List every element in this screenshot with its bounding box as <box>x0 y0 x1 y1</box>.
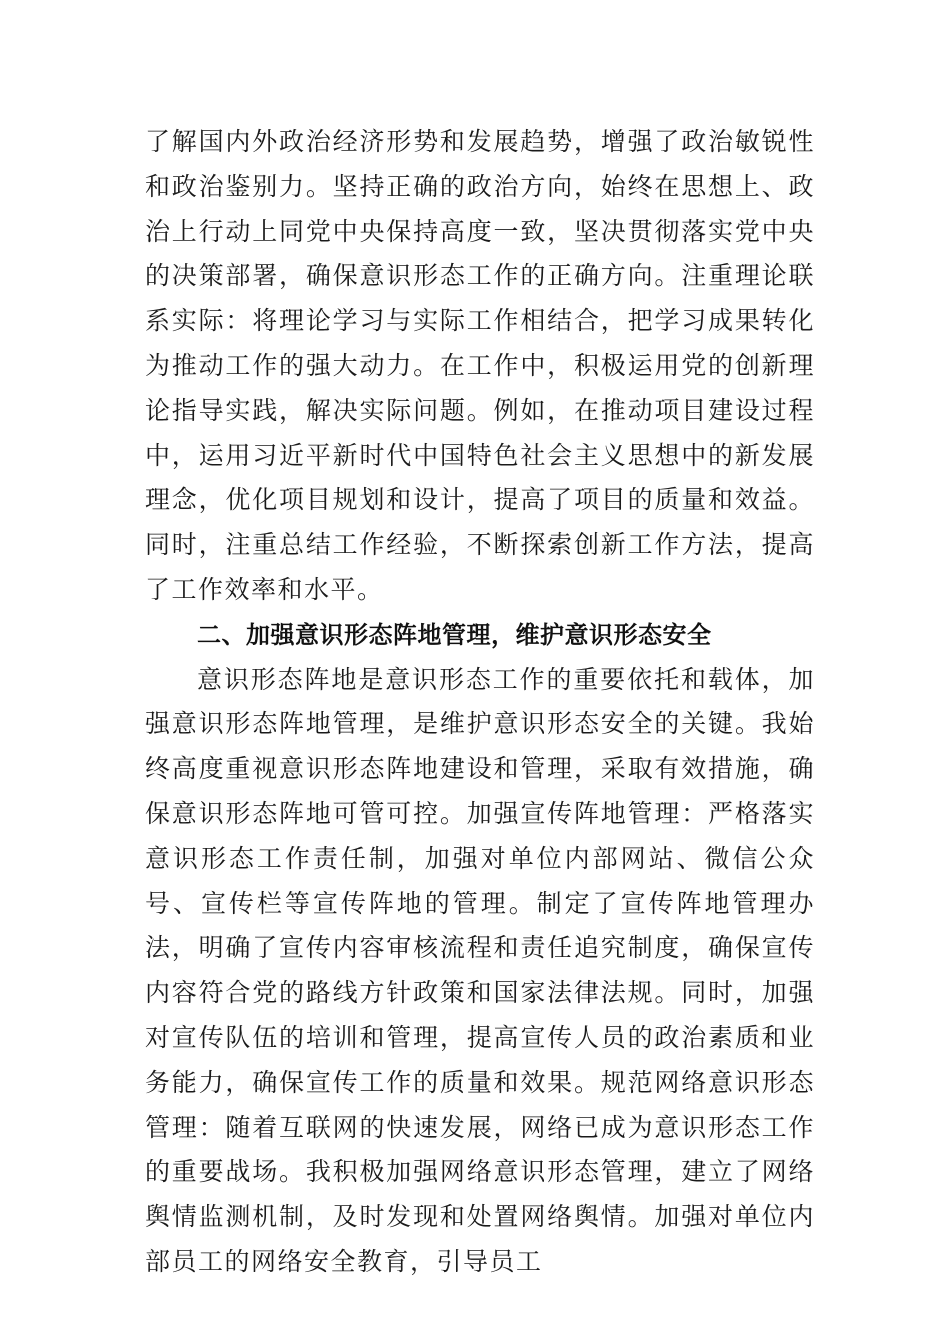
section-heading: 二、加强意识形态阵地管理，维护意识形态安全 <box>197 620 712 649</box>
continued-paragraph: 了解国内外政治经济形势和发展趋势，增强了政治敏锐性和政治鉴别力。坚持正确的政治方向，始终在思想上、政治上行动上同党中央保持高度一致，坚决贯彻落实党中央的决策部署，确保意识形态工作的正确方向。注重理论联系实际：将理论学习与实际工作相结合，把学习成果转化为推动工作的强大动力。在工作中，积极运用党的创新理论指导实践，解决实际问题。例如，在推动项目建设过程中，运用习近平新时代中国特色社会主义思想中的新发展理念，优化项目规划和设计，提高了项目的质量和效益。同时，注重总结工作经验，不断探索创新工作方法，提高了工作效率和水平。 <box>145 127 815 604</box>
section-paragraph: 意识形态阵地是意识形态工作的重要依托和载体，加强意识形态阵地管理，是维护意识形态安全的关键。我始终高度重视意识形态阵地建设和管理，采取有效措施，确保意识形态阵地可管可控。加强宣传阵地管理：严格落实意识形态工作责任制，加强对单位内部网站、微信公众号、宣传栏等宣传阵地的管理。制定了宣传阵地管理办法，明确了宣传内容审核流程和责任追究制度，确保宣传内容符合党的路线方针政策和国家法律法规。同时，加强对宣传队伍的培训和管理，提高宣传人员的政治素质和业务能力，确保宣传工作的质量和效果。规范网络意识形态管理：随着互联网的快速发展，网络已成为意识形态工作的重要战场。我积极加强网络意识形态管理，建立了网络舆情监测机制，及时发现和处置网络舆情。加强对单位内部员工的网络安全教育，引导员工 <box>145 664 815 1276</box>
document-body <box>145 120 815 1285</box>
